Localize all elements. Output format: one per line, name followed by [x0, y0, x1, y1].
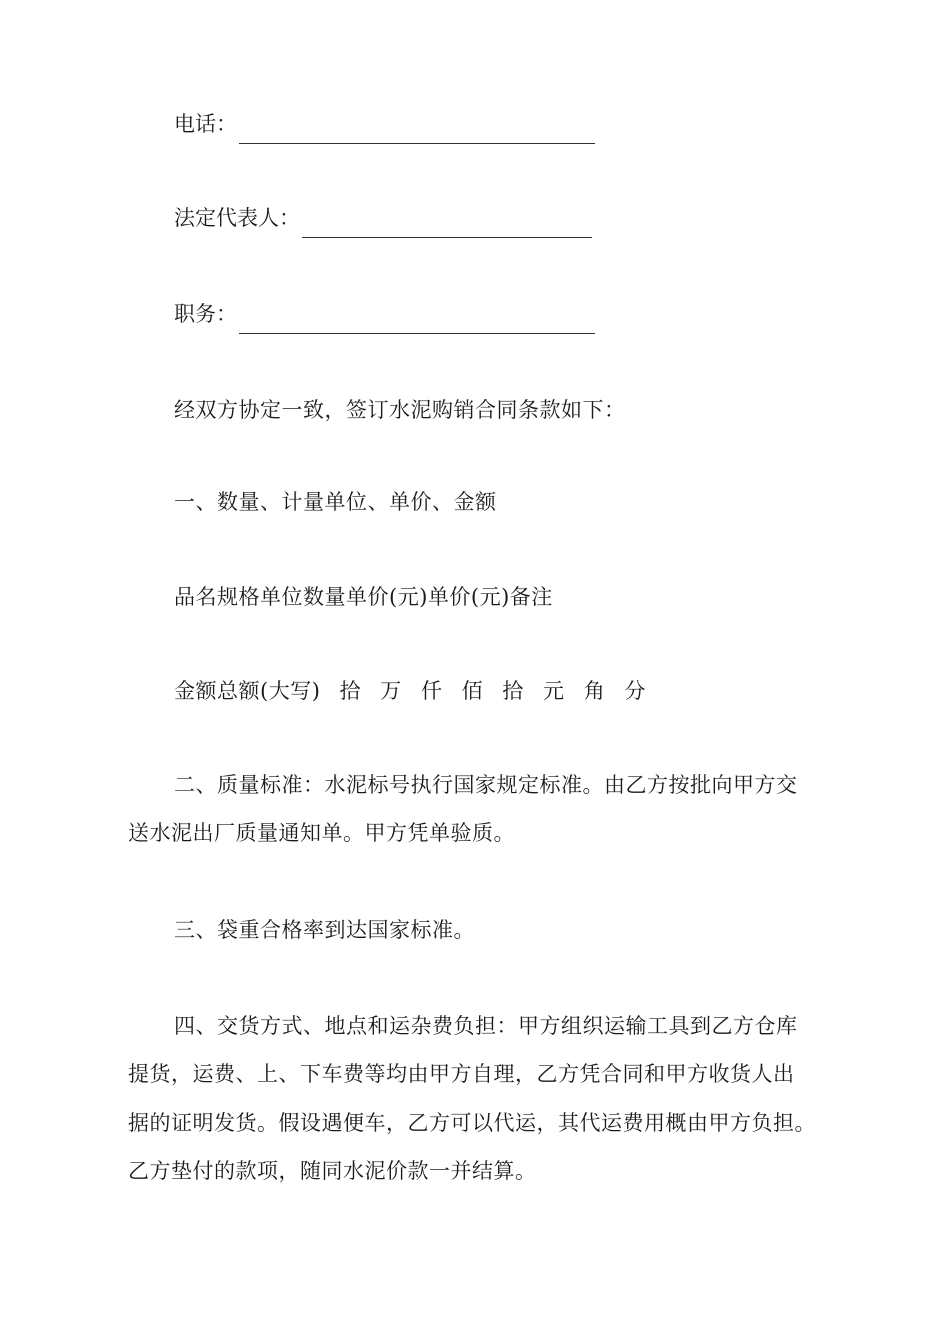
- section3-paragraph: 三、袋重合格率到达国家标准。: [174, 918, 475, 942]
- position-label: 职务：: [174, 302, 237, 326]
- phone-label: 电话：: [174, 112, 237, 136]
- section2-line1: 二、质量标准：水泥标号执行国家规定标准。由乙方按批向甲方交: [174, 773, 798, 797]
- amount-unit: 分: [624, 679, 646, 703]
- legal-rep-field-row: [174, 198, 592, 238]
- table-header-text: 品名规格单位数量单价(元)单价(元)备注: [174, 585, 553, 609]
- amount-unit: 拾: [502, 679, 524, 703]
- legal-rep-label: 法定代表人：: [174, 206, 300, 230]
- amount-total-row: [174, 667, 874, 715]
- phone-field-row: [174, 104, 595, 144]
- section4-line2: 提货，运费、上、下车费等均由甲方自理，乙方凭合同和甲方收货人出: [128, 1062, 795, 1086]
- position-blank-line[interactable]: [239, 305, 595, 334]
- amount-unit: 佰: [461, 679, 484, 703]
- legal-rep-blank-line[interactable]: [302, 209, 592, 238]
- section4-line1: 四、交货方式、地点和运杂费负担：甲方组织运输工具到乙方仓库: [174, 1014, 798, 1038]
- amount-unit: 角: [583, 679, 606, 703]
- phone-blank-line[interactable]: [239, 115, 595, 144]
- amount-unit: 仟: [420, 679, 443, 703]
- section4-line4: 乙方垫付的款项，随同水泥价款一并结算。: [128, 1159, 537, 1183]
- amount-unit: 万: [380, 679, 402, 703]
- section2-line2: 送水泥出厂质量通知单。甲方凭单验质。: [128, 821, 515, 845]
- amount-total-label: 金额总额(大写): [174, 679, 321, 703]
- amount-unit: 元: [543, 679, 565, 703]
- position-field-row: [174, 294, 595, 334]
- intro-paragraph: 经双方协定一致，签订水泥购销合同条款如下：: [174, 398, 626, 422]
- section4-line3: 据的证明发货。假设遇便车，乙方可以代运，其代运费用概由甲方负担。: [128, 1111, 816, 1135]
- section1-title: 一、数量、计量单位、单价、金额: [174, 490, 497, 514]
- amount-unit: 拾: [339, 679, 362, 703]
